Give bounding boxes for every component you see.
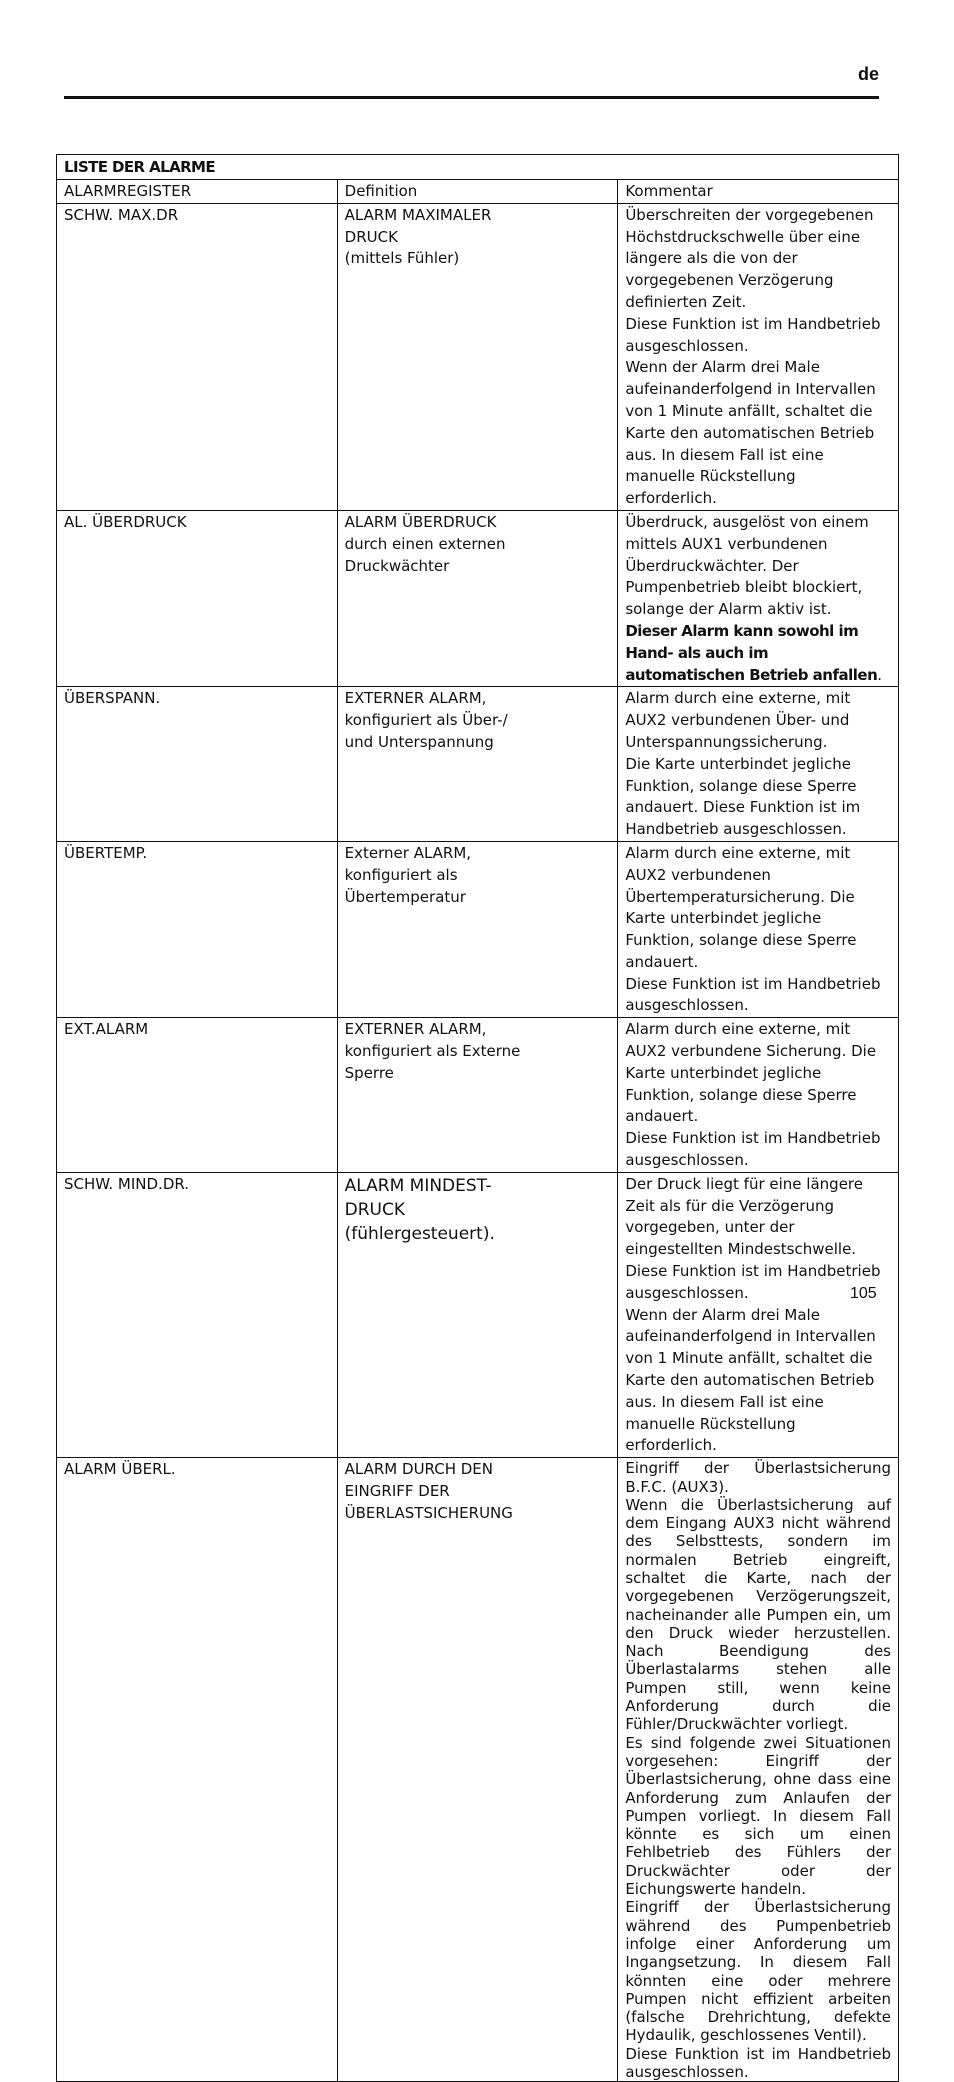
table-row: [57, 1172, 899, 1457]
table-title-row: [57, 155, 899, 180]
alarm-comment: [618, 841, 899, 1017]
table-row: [57, 841, 899, 1017]
definition-line: DRUCK: [344, 227, 398, 246]
comment-paragraph: Die Karte unterbindet jegliche Funktion, solange diese Sperre andauert. Diese Funktion ist im Handbetrieb ausgeschlossen.: [625, 754, 861, 839]
comment-bold-suffix: .: [877, 665, 883, 684]
definition-line: Sperre: [344, 1063, 394, 1082]
alarm-definition: [337, 510, 618, 686]
comment-paragraph: Es sind folgende zwei Situationen vorgesehen: Eingriff der Überlastsicherung, ohne dass eine Anforderung zum Anlaufen der Pumpen vorliegt. In diesem Fall könnte es sich um einen Fehlbetrieb des Fühlers der Druckwächter oder der Eichungswerte handeln.: [625, 1733, 891, 1899]
comment-paragraph: Alarm durch eine externe, mit AUX2 verbundenen Übertemperatursicherung. Die Karte unterbindet jegliche Funktion, solange diese Sperre andauert.: [625, 843, 857, 971]
definition-line: ALARM ÜBERDRUCK: [344, 512, 497, 531]
alarm-comment: [618, 687, 899, 842]
alarm-list-table: [56, 154, 899, 2082]
definition-line: Übertemperatur: [344, 887, 466, 906]
comment-paragraph: Diese Funktion ist im Handbetrieb ausgeschlossen.: [625, 1129, 881, 1170]
comment-paragraph: Alarm durch eine externe, mit AUX2 verbundene Sicherung. Die Karte unterbindet jegliche Funktion, solange diese Sperre andauert.: [625, 1020, 877, 1126]
comment-paragraph: Diese Funktion ist im Handbetrieb ausgeschlossen.: [625, 974, 881, 1015]
alarm-definition: [337, 1172, 618, 1457]
definition-line: EXTERNER ALARM,: [344, 1020, 487, 1039]
column-header-register: ALARMREGISTER: [57, 180, 338, 204]
comment-paragraph: Alarm durch eine externe, mit AUX2 verbundenen Über- und Unterspannungssicherung.: [625, 689, 851, 751]
table-title: LISTE DER ALARME: [57, 155, 899, 180]
comment-paragraph: Eingriff der Überlastsicherung B.F.C. (AUX3).: [625, 1459, 891, 1496]
definition-line: (mittels Fühler): [344, 249, 460, 268]
comment-paragraph: Der Druck liegt für eine längere Zeit als für die Verzögerung vorgegeben, unter der eingestellten Mindestschwelle.: [625, 1174, 863, 1259]
definition-line: Druckwächter: [344, 556, 450, 575]
table-row: [57, 1018, 899, 1173]
comment-paragraph: Eingriff der Überlastsicherung während des Pumpenbetrieb infolge einer Anforderung um Ingangsetzung. In diesem Fall könnten eine oder mehrere Pumpen nicht effizient arbeiten (falsche Drehrichtung, defekte Hydaulik, geschlossenes Ventil).: [625, 1898, 891, 2045]
definition-line: konfiguriert als Über-/: [344, 711, 508, 730]
alarm-register: AL. ÜBERDRUCK: [57, 510, 338, 686]
alarm-register: ALARM ÜBERL.: [57, 1458, 338, 2082]
alarm-definition: [337, 841, 618, 1017]
alarm-register: ÜBERTEMP.: [57, 841, 338, 1017]
definition-line: DRUCK: [344, 1199, 406, 1220]
page-number: 105: [850, 1285, 877, 1302]
language-code: de: [858, 64, 880, 84]
alarm-comment: [618, 203, 899, 510]
definition-line: ÜBERLASTSICHERUNG: [344, 1503, 513, 1522]
comment-paragraph: Diese Funktion ist im Handbetrieb ausgeschlossen.: [625, 1262, 881, 1302]
table-row: [57, 510, 899, 686]
alarm-definition: [337, 1018, 618, 1173]
comment-paragraph: Überdruck, ausgelöst von einem mittels AUX1 verbundenen Überdruckwächter. Der Pumpenbetrieb bleibt blockiert, solange der Alarm aktiv ist.: [625, 512, 869, 619]
alarm-comment: [618, 1458, 899, 2082]
table-row: [57, 1458, 899, 2082]
comment-bold-note: Dieser Alarm kann sowohl im Hand- als auch im automatischen Betrieb anfallen: [625, 621, 878, 684]
header-rule: [64, 96, 879, 99]
alarm-register: SCHW. MIND.DR.: [57, 1172, 338, 1457]
comment-paragraph: Diese Funktion ist im Handbetrieb ausgeschlossen.: [625, 2044, 891, 2082]
table-row: [57, 687, 899, 842]
definition-line: und Unterspannung: [344, 732, 494, 751]
definition-line: ALARM MINDEST-: [344, 1175, 492, 1196]
comment-note: [625, 621, 891, 686]
definition-line: Externer ALARM,: [344, 843, 472, 862]
alarm-comment: [618, 1172, 899, 1457]
table-header-row: [57, 180, 899, 204]
column-header-comment: Kommentar: [618, 180, 899, 204]
alarm-register: EXT.ALARM: [57, 1018, 338, 1173]
alarm-comment: [618, 1018, 899, 1173]
definition-line: konfiguriert als: [344, 865, 458, 884]
comment-paragraph: Wenn der Alarm drei Male aufeinanderfolgend in Intervallen von 1 Minute anfällt, schaltet die Karte den automatischen Betrieb aus. In diesem Fall ist eine manuelle Rückstellung erforderlich.: [625, 1305, 876, 1455]
alarm-definition: [337, 203, 618, 510]
definition-line: (fühlergesteuert).: [344, 1223, 495, 1244]
definition-line: EINGRIFF DER: [344, 1482, 450, 1501]
alarm-definition: [337, 1458, 618, 2082]
definition-line: EXTERNER ALARM,: [344, 689, 487, 708]
alarm-register: ÜBERSPANN.: [57, 687, 338, 842]
definition-line: konfiguriert als Externe: [344, 1042, 521, 1061]
alarm-register: SCHW. MAX.DR: [57, 203, 338, 510]
table-row: [57, 203, 899, 510]
column-header-definition: Definition: [337, 180, 618, 204]
comment-paragraph: Wenn die Überlastsicherung auf dem Eingang AUX3 nicht während des Selbsttests, sondern im normalen Betrieb eingreift, schaltet die Karte, nach der vorgegebenen Verzögerungszeit, nacheinander alle Pumpen ein, um den Druck wieder herzustellen. Nach Beendigung des Überlastalarms stehen alle Pumpen still, wenn keine Anforderung durch die Fühler/Druckwächter vorliegt.: [625, 1495, 891, 1734]
definition-line: ALARM DURCH DEN: [344, 1460, 493, 1479]
definition-line: durch einen externen: [344, 534, 506, 553]
alarm-definition: [337, 687, 618, 842]
definition-line: ALARM MAXIMALER: [344, 205, 492, 224]
alarm-comment: [618, 510, 899, 686]
comment-paragraph: Wenn der Alarm drei Male aufeinanderfolgend in Intervallen von 1 Minute anfällt, schaltet die Karte den automatischen Betrieb aus. In diesem Fall ist eine manuelle Rückstellung erforderlich.: [625, 358, 876, 508]
comment-paragraph: Überschreiten der vorgegebenen Höchstdruckschwelle über eine längere als die von der vorgegebenen Verzögerung definierten Zeit.: [625, 205, 874, 311]
comment-paragraph: Diese Funktion ist im Handbetrieb ausgeschlossen.: [625, 314, 881, 355]
